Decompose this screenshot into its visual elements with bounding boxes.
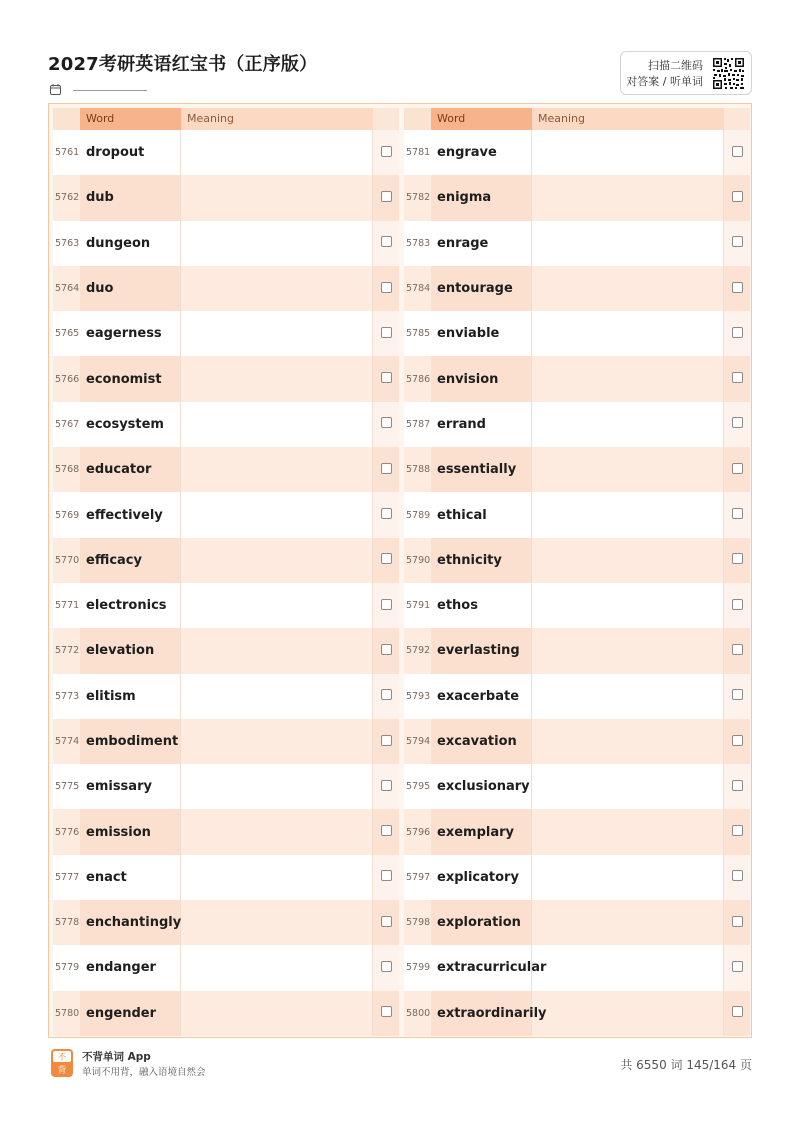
app-name: 不背单词 App [82, 1051, 151, 1063]
word-text: engrave [431, 130, 532, 175]
table-row [53, 719, 399, 764]
header-number-cell [53, 108, 80, 130]
checkbox[interactable] [732, 825, 743, 836]
meaning-cell[interactable] [532, 855, 724, 900]
check-cell [373, 538, 399, 583]
checkbox[interactable] [381, 236, 392, 247]
word-text: entourage [431, 266, 532, 311]
table-row [53, 583, 399, 628]
checkbox[interactable] [732, 916, 743, 927]
check-cell [724, 130, 750, 175]
check-cell [373, 900, 399, 945]
word-text: essentially [431, 447, 532, 492]
check-cell [373, 402, 399, 447]
word-text: explicatory [431, 855, 532, 900]
checkbox[interactable] [732, 417, 743, 428]
table-row [53, 402, 399, 447]
check-cell [724, 583, 750, 628]
checkbox[interactable] [732, 146, 743, 157]
meaning-cell[interactable] [181, 447, 373, 492]
word-text: embodiment [80, 719, 181, 764]
meaning-cell[interactable] [532, 945, 724, 990]
word-text: emission [80, 809, 181, 854]
rows-right [404, 130, 750, 1036]
table-row [53, 492, 399, 537]
meaning-cell[interactable] [532, 719, 724, 764]
check-cell [724, 809, 750, 854]
word-number: 5762 [55, 192, 80, 204]
table-row [53, 809, 399, 854]
check-cell [724, 266, 750, 311]
word-number: 5799 [406, 962, 431, 974]
checkbox[interactable] [381, 191, 392, 202]
date-field [50, 80, 147, 91]
table-row [404, 356, 750, 401]
checkbox[interactable] [732, 282, 743, 293]
meaning-cell[interactable] [181, 221, 373, 266]
checkbox[interactable] [732, 236, 743, 247]
table-row [404, 628, 750, 673]
checkbox[interactable] [381, 599, 392, 610]
check-cell [724, 402, 750, 447]
word-text: excavation [431, 719, 532, 764]
checkbox[interactable] [381, 870, 392, 881]
checkbox[interactable] [381, 961, 392, 972]
check-cell [724, 221, 750, 266]
meaning-cell[interactable] [532, 764, 724, 809]
check-cell [373, 991, 399, 1036]
word-text: engender [80, 991, 181, 1036]
word-number: 5785 [406, 328, 431, 340]
checkbox[interactable] [381, 372, 392, 383]
checkbox[interactable] [381, 916, 392, 927]
word-text: enrage [431, 221, 532, 266]
word-number: 5770 [55, 554, 80, 566]
word-text: everlasting [431, 628, 532, 673]
table-row [53, 311, 399, 356]
checkbox[interactable] [732, 735, 743, 746]
meaning-cell[interactable] [532, 900, 724, 945]
check-cell [724, 991, 750, 1036]
check-cell [724, 900, 750, 945]
meaning-cell[interactable] [181, 492, 373, 537]
word-text: exacerbate [431, 674, 532, 719]
word-number: 5774 [55, 736, 80, 747]
check-cell [373, 221, 399, 266]
table-row [404, 674, 750, 719]
check-cell [373, 175, 399, 220]
check-cell [724, 674, 750, 719]
meaning-cell[interactable] [181, 809, 373, 854]
meaning-cell[interactable] [181, 538, 373, 583]
check-cell [373, 583, 399, 628]
table-row [53, 175, 399, 220]
word-text: educator [80, 447, 181, 492]
word-sheet [48, 103, 752, 1038]
checkbox[interactable] [732, 870, 743, 881]
word-number: 5767 [55, 418, 80, 430]
word-number: 5794 [406, 736, 431, 747]
header-check-cell [373, 108, 399, 130]
qr-panel[interactable] [620, 51, 752, 95]
table-row [404, 402, 750, 447]
table-row [404, 900, 750, 945]
checkbox[interactable] [381, 282, 392, 293]
word-number: 5797 [406, 871, 431, 883]
check-cell [724, 628, 750, 673]
check-cell [373, 764, 399, 809]
header-meaning: Meaning [181, 108, 373, 130]
meaning-cell[interactable] [532, 628, 724, 673]
meaning-cell[interactable] [181, 945, 373, 990]
meaning-cell[interactable] [181, 175, 373, 220]
checkbox[interactable] [732, 191, 743, 202]
word-text: endanger [80, 945, 181, 990]
table-row [404, 538, 750, 583]
check-cell [724, 719, 750, 764]
svg-text:不: 不 [57, 1053, 67, 1063]
calendar-icon [50, 80, 61, 91]
check-cell [724, 538, 750, 583]
check-cell [373, 311, 399, 356]
word-text: dub [80, 175, 181, 220]
word-text: enigma [431, 175, 532, 220]
checkbox[interactable] [732, 372, 743, 383]
word-text: exclusionary [431, 764, 532, 809]
table-row [404, 945, 750, 990]
table-row [404, 809, 750, 854]
header-word: Word [431, 108, 532, 130]
word-table-right [404, 108, 750, 1033]
checkbox[interactable] [381, 689, 392, 700]
check-cell [724, 945, 750, 990]
table-row [404, 175, 750, 220]
qr-code-icon[interactable] [712, 57, 745, 90]
word-number: 5789 [406, 509, 431, 521]
table-row [53, 538, 399, 583]
word-number: 5768 [55, 464, 80, 476]
meaning-cell[interactable] [181, 900, 373, 945]
table-row [53, 221, 399, 266]
word-number: 5773 [55, 690, 80, 702]
word-number: 5790 [406, 554, 431, 566]
table-header [404, 108, 750, 130]
word-text: dropout [80, 130, 181, 175]
header-word: Word [80, 108, 181, 130]
word-number: 5791 [406, 600, 431, 612]
word-number: 5783 [406, 237, 431, 249]
table-row [404, 221, 750, 266]
word-text: effectively [80, 492, 181, 537]
table-row [53, 991, 399, 1036]
page-info: 共 6550 词 145/164 页 [620, 1058, 752, 1072]
header-meaning: Meaning [532, 108, 724, 130]
check-cell [373, 719, 399, 764]
checkbox[interactable] [381, 327, 392, 338]
checkbox[interactable] [381, 1006, 392, 1017]
check-cell [724, 356, 750, 401]
check-cell [724, 447, 750, 492]
word-number: 5761 [55, 147, 80, 159]
check-cell [373, 447, 399, 492]
word-text: duo [80, 266, 181, 311]
word-number: 5764 [55, 283, 80, 295]
word-text: enact [80, 855, 181, 900]
word-table-left [53, 108, 399, 1033]
table-header [53, 108, 399, 130]
table-row [404, 583, 750, 628]
word-text: enviable [431, 311, 532, 356]
check-cell [724, 311, 750, 356]
word-number: 5763 [55, 237, 80, 249]
check-cell [373, 809, 399, 854]
page-title: 2027考研英语红宝书（正序版） [48, 54, 318, 75]
word-text: elitism [80, 674, 181, 719]
checkbox[interactable] [381, 825, 392, 836]
word-number: 5776 [55, 826, 80, 838]
meaning-cell[interactable] [532, 809, 724, 854]
table-row [404, 855, 750, 900]
meaning-cell[interactable] [181, 991, 373, 1036]
table-row [53, 130, 399, 175]
check-cell [373, 945, 399, 990]
table-row [53, 764, 399, 809]
qr-caption [626, 58, 703, 90]
word-text: elevation [80, 628, 181, 673]
meaning-cell[interactable] [532, 583, 724, 628]
table-row [53, 855, 399, 900]
app-logo-icon [50, 1049, 74, 1077]
table-row [53, 900, 399, 945]
word-number: 5765 [55, 328, 80, 340]
word-text: exemplary [431, 809, 532, 854]
checkbox[interactable] [381, 735, 392, 746]
qr-line-2: 对答案 / 听单词 [626, 75, 703, 88]
check-cell [724, 492, 750, 537]
word-number: 5772 [55, 645, 80, 657]
checkbox[interactable] [732, 644, 743, 655]
table-row [53, 447, 399, 492]
word-text: dungeon [80, 221, 181, 266]
meaning-cell[interactable] [181, 311, 373, 356]
table-row [404, 991, 750, 1036]
word-text: exploration [431, 900, 532, 945]
check-cell [373, 628, 399, 673]
check-cell [724, 764, 750, 809]
meaning-cell[interactable] [532, 402, 724, 447]
meaning-cell[interactable] [181, 402, 373, 447]
word-text: errand [431, 402, 532, 447]
meaning-cell[interactable] [181, 266, 373, 311]
word-number: 5766 [55, 373, 80, 385]
app-slogan: 单词不用背，融入语境自然会 [82, 1067, 206, 1078]
word-number: 5777 [55, 871, 80, 883]
qr-line-1: 扫描二维码 [648, 59, 703, 72]
checkbox[interactable] [381, 508, 392, 519]
word-text: extracurricular [431, 945, 532, 990]
meaning-cell[interactable] [181, 674, 373, 719]
word-number: 5800 [406, 1007, 431, 1019]
meaning-cell[interactable] [532, 991, 724, 1036]
meaning-cell[interactable] [181, 583, 373, 628]
word-number: 5771 [55, 600, 80, 612]
word-text: ethical [431, 492, 532, 537]
meaning-cell[interactable] [181, 719, 373, 764]
table-row [404, 447, 750, 492]
meaning-cell[interactable] [181, 764, 373, 809]
meaning-cell[interactable] [181, 356, 373, 401]
word-number: 5793 [406, 690, 431, 702]
word-text: enchantingly [80, 900, 181, 945]
word-number: 5796 [406, 826, 431, 838]
meaning-cell[interactable] [181, 130, 373, 175]
checkbox[interactable] [732, 780, 743, 791]
meaning-cell[interactable] [532, 130, 724, 175]
checkbox[interactable] [381, 146, 392, 157]
word-number: 5788 [406, 464, 431, 476]
checkbox[interactable] [732, 599, 743, 610]
word-number: 5780 [55, 1007, 80, 1019]
word-text: ethnicity [431, 538, 532, 583]
checkbox[interactable] [732, 689, 743, 700]
word-text: extraordinarily [431, 991, 532, 1036]
meaning-cell[interactable] [532, 674, 724, 719]
meaning-cell[interactable] [181, 628, 373, 673]
table-row [53, 674, 399, 719]
checkbox[interactable] [381, 780, 392, 791]
check-cell [373, 266, 399, 311]
word-text: eagerness [80, 311, 181, 356]
check-cell [724, 855, 750, 900]
checkbox[interactable] [732, 327, 743, 338]
table-row [53, 945, 399, 990]
word-text: electronics [80, 583, 181, 628]
word-number: 5784 [406, 283, 431, 295]
word-text: ethos [431, 583, 532, 628]
word-number: 5786 [406, 373, 431, 385]
word-number: 5782 [406, 192, 431, 204]
table-row [53, 356, 399, 401]
check-cell [724, 175, 750, 220]
meaning-cell[interactable] [532, 175, 724, 220]
table-row [53, 628, 399, 673]
meaning-cell[interactable] [181, 855, 373, 900]
table-row [53, 266, 399, 311]
word-text: envision [431, 356, 532, 401]
checkbox[interactable] [381, 553, 392, 564]
meaning-cell[interactable] [532, 356, 724, 401]
checkbox[interactable] [381, 417, 392, 428]
header-number-cell [404, 108, 431, 130]
checkbox[interactable] [732, 463, 743, 474]
table-row [404, 719, 750, 764]
word-number: 5792 [406, 645, 431, 657]
word-number: 5781 [406, 147, 431, 159]
checkbox[interactable] [732, 553, 743, 564]
meaning-cell[interactable] [532, 447, 724, 492]
check-cell [373, 492, 399, 537]
meaning-cell[interactable] [532, 492, 724, 537]
check-cell [373, 356, 399, 401]
word-text: emissary [80, 764, 181, 809]
word-number: 5778 [55, 917, 80, 929]
meaning-cell[interactable] [532, 266, 724, 311]
word-number: 5787 [406, 418, 431, 430]
table-row [404, 130, 750, 175]
table-row [404, 492, 750, 537]
meaning-cell[interactable] [532, 538, 724, 583]
table-row [404, 764, 750, 809]
word-number: 5779 [55, 962, 80, 974]
rows-left [53, 130, 399, 1036]
header-check-cell [724, 108, 750, 130]
checkbox[interactable] [381, 644, 392, 655]
word-text: ecosystem [80, 402, 181, 447]
word-number: 5769 [55, 509, 80, 521]
table-row [404, 311, 750, 356]
word-number: 5798 [406, 917, 431, 929]
checkbox[interactable] [732, 1006, 743, 1017]
table-row [404, 266, 750, 311]
svg-text:背: 背 [57, 1066, 67, 1076]
check-cell [373, 855, 399, 900]
word-text: efficacy [80, 538, 181, 583]
meaning-cell[interactable] [532, 221, 724, 266]
checkbox[interactable] [381, 463, 392, 474]
checkbox[interactable] [732, 508, 743, 519]
check-cell [373, 674, 399, 719]
word-number: 5795 [406, 781, 431, 793]
checkbox[interactable] [732, 961, 743, 972]
meaning-cell[interactable] [532, 311, 724, 356]
check-cell [373, 130, 399, 175]
word-text: economist [80, 356, 181, 401]
word-number: 5775 [55, 781, 80, 793]
date-underline[interactable] [73, 90, 147, 91]
